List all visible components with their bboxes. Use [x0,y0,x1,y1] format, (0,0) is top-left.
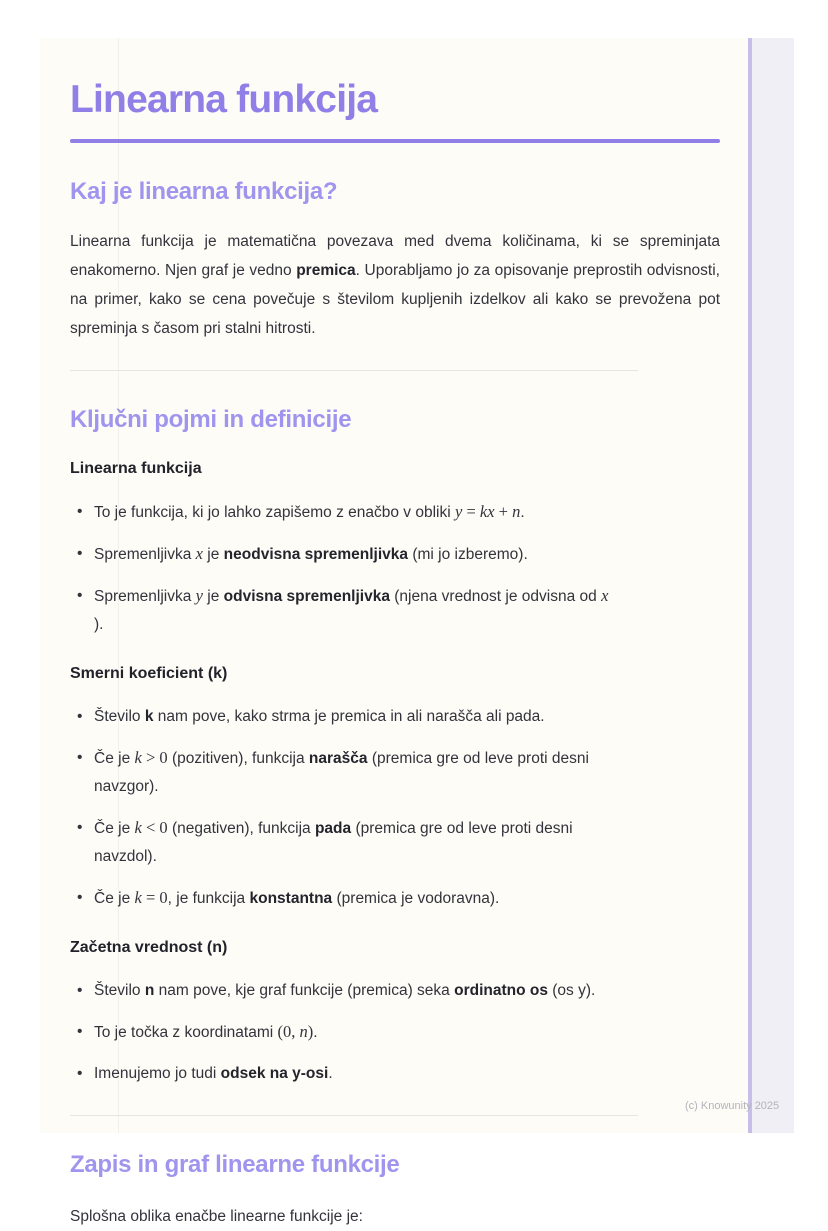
closing-paragraph: Splošna oblika enačbe linearne funkcije je: [70,1207,363,1225]
bullet-item: • Število n nam pove, kje graf funkcije (premica) seka ordinatno os (os y). [70,977,720,1005]
section-heading-zapis: Zapis in graf linearne funkcije [70,1150,400,1178]
subheading-linearna-funkcija: Linearna funkcija [70,459,202,477]
bullet-list-smerni-koeficient [70,703,720,913]
title-rule [70,139,720,143]
bullet-item: • Spremenljivka x je neodvisna spremenljivka (mi jo izberemo). [70,540,720,569]
bullet-item: • Če je k = 0, je funkcija konstantna (premica je vodoravna). [70,884,720,913]
bullet-item: • Če je k > 0 (pozitiven), funkcija narašča (premica gre od leve proti desni navzgor). [70,744,720,801]
page-title: Linearna funkcija [70,78,378,121]
bullet-item: • To je funkcija, ki jo lahko zapišemo z enačbo v obliki y = kx + n. [70,498,720,527]
section-divider [70,370,638,371]
next-page-edge [748,38,794,1133]
bullet-item: • Imenujemo jo tudi odsek na y-osi. [70,1060,720,1088]
bullet-item: • Število k nam pove, kako strma je premica in ali narašča ali pada. [70,703,720,731]
subheading-zacetna-vrednost: Začetna vrednost (n) [70,938,228,956]
watermark: (c) Knowunity 2025 [685,1100,780,1112]
bullet-list-linearna-funkcija [70,498,720,639]
bullet-item: • To je točka z koordinatami (0, n). [70,1018,720,1047]
bullet-item: • Če je k < 0 (negativen), funkcija pada (premica gre od leve proti desni navzdol). [70,814,720,871]
section-divider [70,1115,638,1116]
subheading-smerni-koeficient: Smerni koeficient (k) [70,664,228,682]
bullet-item: • Spremenljivka y je odvisna spremenljivka (njena vrednost je odvisna od x ). [70,582,720,639]
section-heading-definitions: Ključni pojmi in definicije [70,405,352,433]
intro-paragraph: Linearna funkcija je matematična povezava med dvema količinama, ki se spreminjata enakomerno. Njen graf je vedno premica. Uporabljamo jo za opisovanje preprostih odvisnosti, na primer, kako se cena povečuje s številom kupljenih izdelkov ali kako se prevožena pot spreminja s časom pri stalni hitrosti. [70,232,720,337]
note-page [40,38,748,1225]
section-heading-intro: Kaj je linearna funkcija? [70,177,338,205]
bullet-list-zacetna-vrednost [70,977,720,1088]
